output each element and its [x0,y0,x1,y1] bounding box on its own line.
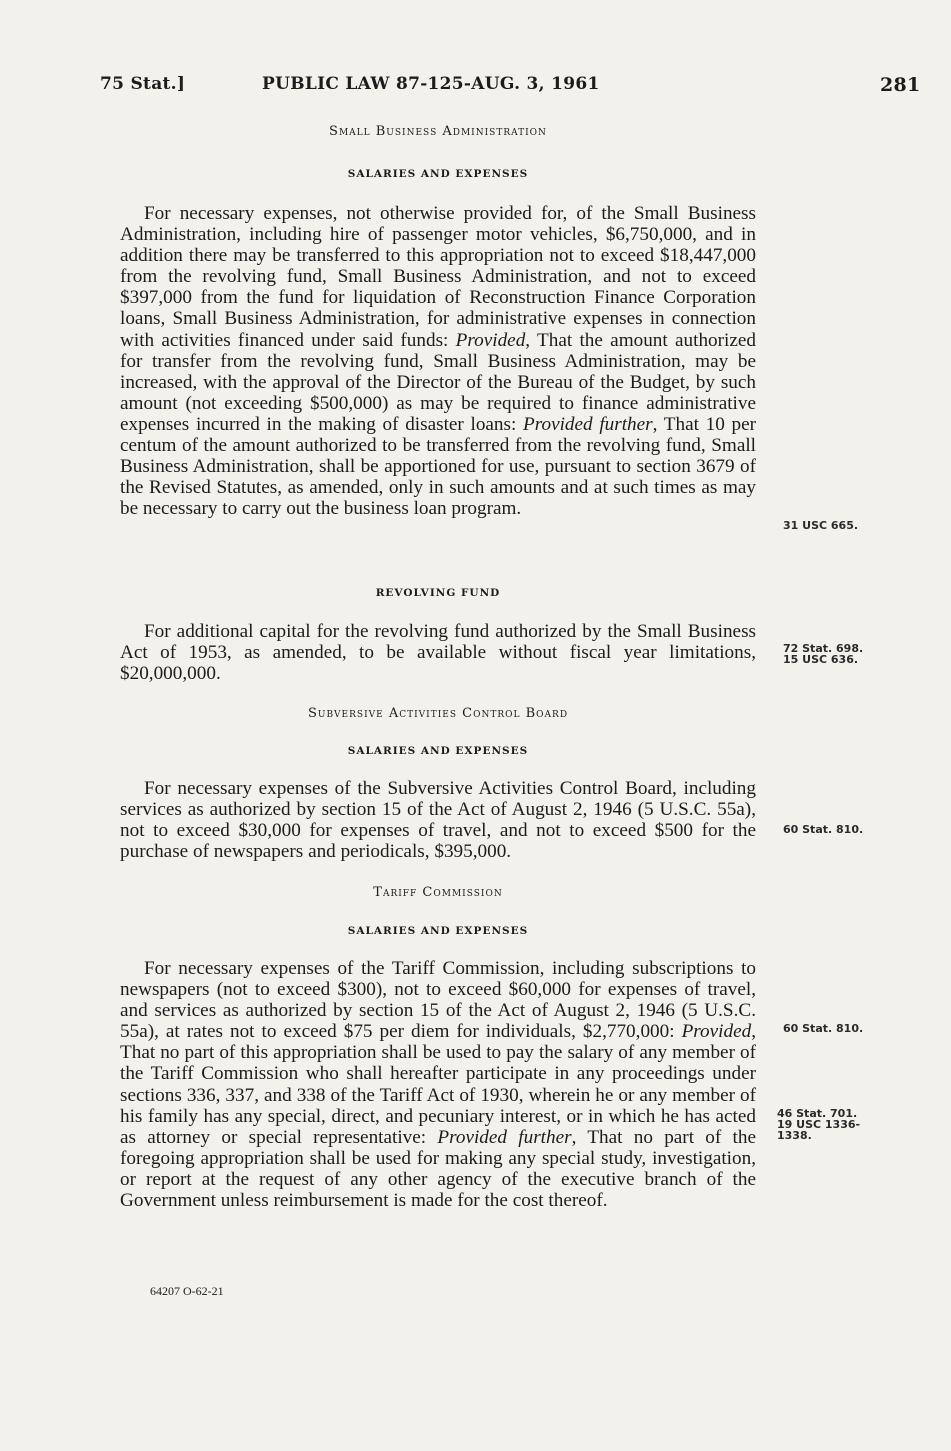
text-run: , That the amount authorized for transfer from the revolving fund, Small Business Administration, may be increased, with the approval of the Director of the Bureau of the Budget, by such amount (not exceeding $500,000) as may be required to finance administrative expenses incurred in the making of disaster loans: [120,329,756,435]
text-run: , That no part of this appropriation shall be used to pay the salary of any member of the Tariff Commission who shall hereafter participate in any proceedings under sections 336, 337, and 338 of the Tariff Act of 1930, wherein he or any member of his family has any special, direct, and pecuniary interest, or in which he has acted as attorney or special representative: [120,1021,756,1148]
paragraph-tariff-salaries [120,958,756,1211]
margin-citation [783,520,858,531]
margin-citation [783,643,863,665]
running-title: PUBLIC LAW 87-125-AUG. 3, 1961 [262,74,600,94]
paragraph-sba-salaries [120,203,756,519]
print-code: 64207 O-62-21 [150,1284,224,1298]
margin-citation [783,824,863,835]
subheading: SALARIES AND EXPENSES [347,745,529,757]
citation-line: 72 Stat. 698. [783,642,864,655]
proviso-italic: Provided [455,329,526,351]
text-run: , That no part of the foregoing appropriation shall be used for making any special study, investigation, or report at the request of any other agency of the executive branch of the Government unless reimbursement is made for the cost thereof. [120,1126,756,1212]
subheading: SALARIES AND EXPENSES [347,168,529,180]
paragraph-sacb-salaries [120,778,756,862]
agency-heading: Subversive Activities Control Board [307,706,569,721]
proviso-italic: Provided further [523,413,653,435]
citation-line: 46 Stat. 701. [777,1107,858,1120]
margin-citation [783,1023,863,1034]
text-run: For necessary expenses, not otherwise provided for, of the Small Business Administration, including hire of passenger motor vehicles, $6,750,000, and in addition there may be transferred to this appropriation not to exceed $18,447,000 from the revolving fund, Small Business Administration, and not to exceed $397,000 from the fund for liquidation of Reconstruction Finance Corporation loans, Small Business Administration, for administrative expenses in connection with activities financed under said funds: [120,203,756,351]
text-run: For necessary expenses of the Subversive Activities Control Board, including services as authorized by section 15 of the Act of August 2, 1946 (5 U.S.C. 55a), not to exceed $30,000 for expenses of travel, and not to exceed $500 for the purchase of newspapers and periodicals, $395,000. [120,778,756,863]
citation-line: 31 USC 665. [783,519,859,532]
subheading: REVOLVING FUND [375,587,501,599]
volume-reference: 75 Stat.] [100,74,186,94]
text-run: For necessary expenses of the Tariff Commission, including subscriptions to newspapers (not to exceed $300), not to exceed $60,000 for expenses of travel, and services as authorized by section 15 of the Act of August 2, 1946 (5 U.S.C. 55a), at rates not to exceed $75 per diem for individuals, $2,770,000: [120,958,756,1043]
text-run: For additional capital for the revolving fund authorized by the Small Business Act of 1953, as amended, to be available without fiscal year limitations, $20,000,000. [120,621,756,685]
proviso-italic: Provided further [437,1126,572,1148]
agency-heading: Small Business Administration [329,124,547,139]
subheading: SALARIES AND EXPENSES [347,925,529,937]
citation-line: 19 USC 1336- [777,1118,861,1131]
page-number: 281 [880,74,921,96]
citation-line: 15 USC 636. [783,653,859,666]
citation-line: 1338. [777,1129,812,1142]
margin-citation [777,1108,860,1141]
proviso-italic: Provided [681,1021,752,1043]
paragraph-revolving-fund [120,621,756,684]
text-run: , That 10 per centum of the amount authorized to be transferred from the revolving fund, Small Business Administration, shall be apportioned for use, pursuant to section 3679 of the Revised Statutes, as amended, only in such amounts and at such times as may be necessary to carry out the business loan program. [120,413,756,520]
citation-line: 60 Stat. 810. [783,1022,864,1035]
citation-line: 60 Stat. 810. [783,823,864,836]
agency-heading: Tariff Commission [373,885,503,900]
